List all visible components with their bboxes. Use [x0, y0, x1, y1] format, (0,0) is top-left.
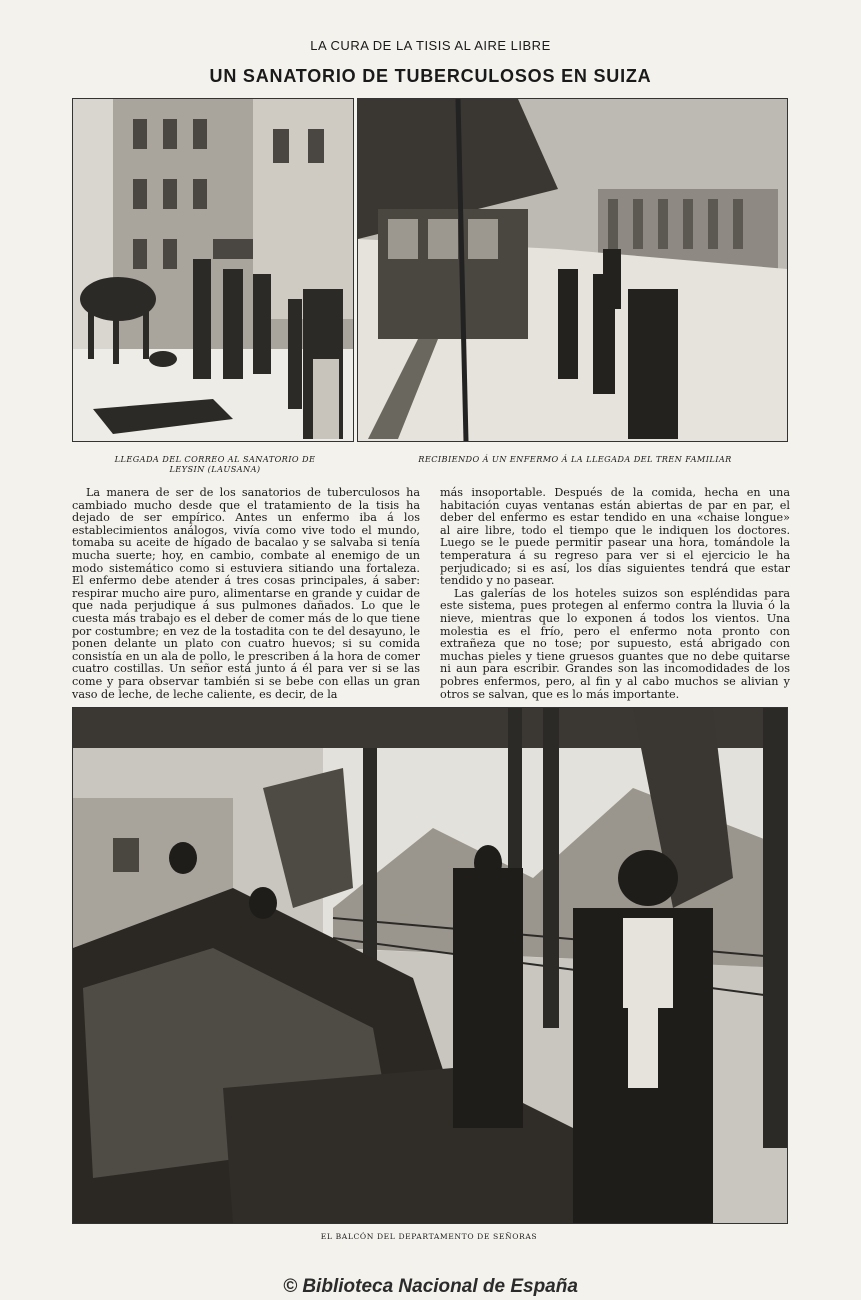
- illustration-train-arrival: [357, 98, 788, 442]
- caption-train-arrival: RECIBIENDO Á UN ENFERMO Á LA LLEGADA DEL TREN FAMILIAR: [418, 454, 732, 464]
- caption-ladies-balcony: EL BALCÓN DEL DEPARTAMENTO DE SEÑORAS: [320, 1232, 538, 1241]
- library-credit: © Biblioteca Nacional de España: [283, 1276, 578, 1297]
- page-title: UN SANATORIO DE TUBERCULOSOS EN SUIZA: [209, 66, 652, 86]
- article-paragraph: más insoportable. Después de la comida, hecha en una habitación cuyas ventanas están abiertas de par en par, el deber del enfermo es estar tendido en una «chaise longue» al aire libre, todo el tiempo que le indiquen los doctores. Luego se le puede permitir pasear una hora, tomándole la temperatura á su regreso para ver si el ejercicio le ha perjudicado; si es así, los días siguientes tendrá que estar tendido y no pasear.: [440, 486, 790, 588]
- article-paragraph: La manera de ser de los sanatorios de tuberculosos ha cambiado mucho desde que el tratamiento de la tisis ha dejado de ser empírico. Antes un enfermo iba á los establecimientos análogos, vivía como vive todo el mundo, tomaba su aceite de hígado de bacalao y se salvaba si tenía mucha suerte; hoy, en cambio, combate al enemigo de un modo sistemático como si estuviera sitiando una fortaleza. El enfermo debe atender á tres cosas principales, á saber: respirar mucho aire puro, alimentarse en grande y cuidar de que nada perjudique á sus pulmones dañados. Lo que le cuesta más trabajo es el deber de comer más de lo que tiene por costumbre; en vez de la tostadita con te del desayuno, le ponen delante un plato con cuatro huevos; si su comida consistía en un ala de pollo, le prescriben á la hora de comer cuatro costillas. Un señor está junto á él para ver si se las come y para observar también si se bebe con ellas un gran vaso de leche, de leche caliente, es decir, de la: [72, 486, 420, 701]
- article-column-right: [440, 487, 790, 701]
- caption-mail-arrival: LLEGADA DEL CORREO AL SANATORIO DE LEYSIN (LAUSANA): [114, 454, 316, 474]
- illustration-ladies-balcony: [72, 707, 788, 1224]
- article-column-left: [72, 487, 420, 701]
- article-paragraph: Las galerías de los hoteles suizos son espléndidas para este sistema, pues protegen al enfermo contra la lluvia ó la nieve, mientras que lo exponen á todos los vientos. Una molestia es el frío, pero el enfermo nota pronto con extrañeza que no tose; por supuesto, está abrigado con muchas pieles y tiene gruesos guantes que no debe quitarse ni aun para escribir. Grandes son las incomodidades de los pobres enfermos, pero, al fin y al cabo muchos se alivian y otros se salvan, que es lo más importante.: [440, 586, 790, 701]
- section-kicker: LA CURA DE LA TISIS AL AIRE LIBRE: [310, 38, 551, 53]
- illustration-mail-arrival: [72, 98, 354, 442]
